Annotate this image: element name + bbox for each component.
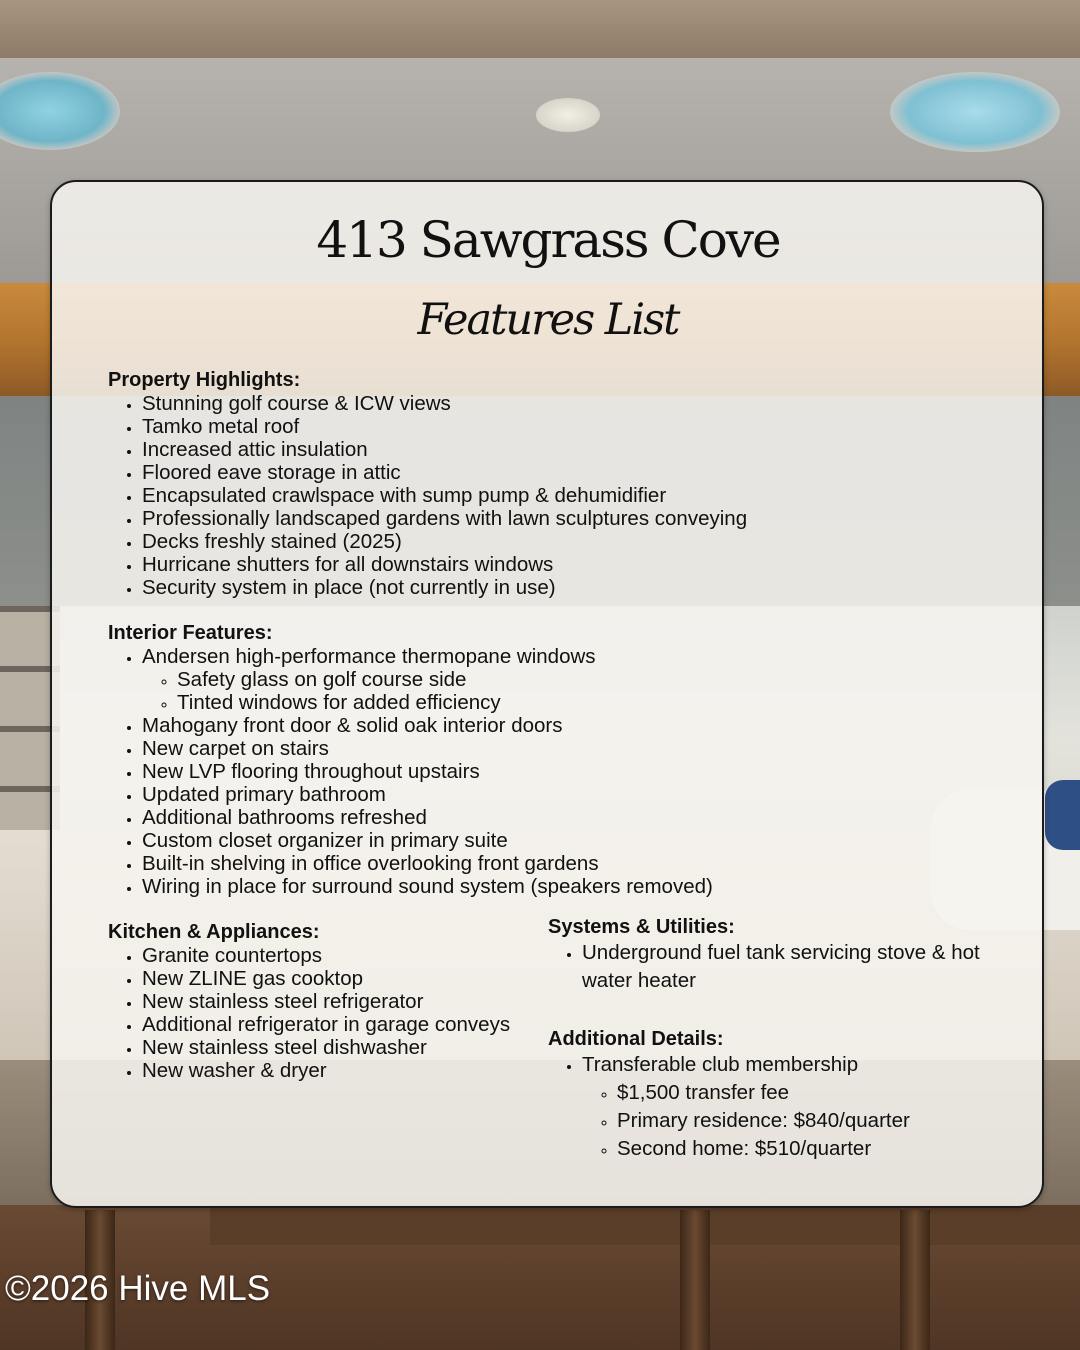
list-item: • Additional refrigerator in garage conveys <box>142 1013 548 1036</box>
table-leg <box>900 1210 930 1350</box>
interior-features-section <box>108 622 988 898</box>
list-item-text: Transferable club membership <box>582 1053 859 1076</box>
list-item: • Built-in shelving in office overlooking front gardens <box>142 852 988 875</box>
list-item: • New carpet on stairs <box>142 737 988 760</box>
list-item: • Mahogany front door & solid oak interior doors <box>142 714 988 737</box>
window-sublist <box>142 668 988 714</box>
property-highlights-section <box>108 369 988 599</box>
kitchen-appliances-section <box>108 921 548 1082</box>
list-item: • New stainless steel dishwasher <box>142 1036 548 1059</box>
list-item: • Additional bathrooms refreshed <box>142 806 988 829</box>
sub-list-item: ◦ Tinted windows for added efficiency <box>177 691 988 714</box>
skylight-right <box>890 72 1060 152</box>
systems-utilities-section <box>548 916 1018 995</box>
property-title: 413 Sawgrass Cove <box>316 211 780 269</box>
list-item: • Stunning golf course & ICW views <box>142 392 988 415</box>
list-item: • Hurricane shutters for all downstairs windows <box>142 553 988 576</box>
list-item <box>582 1051 1018 1163</box>
list-item: • Custom closet organizer in primary suite <box>142 829 988 852</box>
list-item: • New washer & dryer <box>142 1059 548 1082</box>
list-item: • Professionally landscaped gardens with lawn sculptures conveying <box>142 507 988 530</box>
list-item: • Decks freshly stained (2025) <box>142 530 988 553</box>
sub-list-item: ◦ Safety glass on golf course side <box>177 668 988 691</box>
list-item: • New ZLINE gas cooktop <box>142 967 548 990</box>
list-item: • Underground fuel tank servicing stove & hot water heater <box>582 939 1018 995</box>
recessed-light <box>536 98 600 132</box>
section-heading: Additional Details: <box>548 1028 724 1050</box>
list-item: • Increased attic insulation <box>142 438 988 461</box>
sub-list-item: ◦ $1,500 transfer fee <box>617 1079 1018 1107</box>
section-heading: Property Highlights: <box>108 369 301 391</box>
systems-list <box>548 939 1018 995</box>
section-heading: Kitchen & Appliances: <box>108 921 320 943</box>
pillow <box>1045 780 1080 850</box>
additional-list <box>548 1051 1018 1163</box>
features-list-subtitle: Features List <box>417 295 679 345</box>
section-heading: Systems & Utilities: <box>548 916 735 938</box>
list-item <box>142 645 988 714</box>
sub-list-item: ◦ Second home: $510/quarter <box>617 1135 1018 1163</box>
list-item: • Security system in place (not currently in use) <box>142 576 988 599</box>
list-item: • New LVP flooring throughout upstairs <box>142 760 988 783</box>
club-fee-sublist <box>582 1079 1018 1163</box>
ceiling-wood-trim <box>0 0 1080 58</box>
kitchen-list <box>108 944 548 1082</box>
list-item: • Floored eave storage in attic <box>142 461 988 484</box>
table-rail <box>210 1205 1080 1245</box>
section-heading: Interior Features: <box>108 622 273 644</box>
list-item: • New stainless steel refrigerator <box>142 990 548 1013</box>
additional-details-section <box>548 1028 1018 1163</box>
list-item-text: Andersen high-performance thermopane windows <box>142 645 596 668</box>
copyright-watermark: ©2026 Hive MLS <box>5 1269 271 1308</box>
list-item: • Updated primary bathroom <box>142 783 988 806</box>
list-item: • Tamko metal roof <box>142 415 988 438</box>
list-item: • Wiring in place for surround sound system (speakers removed) <box>142 875 988 898</box>
interior-list <box>108 645 988 898</box>
highlights-list <box>108 392 988 599</box>
list-item: • Granite countertops <box>142 944 548 967</box>
sub-list-item: ◦ Primary residence: $840/quarter <box>617 1107 1018 1135</box>
list-item: • Encapsulated crawlspace with sump pump & dehumidifier <box>142 484 988 507</box>
table-leg <box>680 1210 710 1350</box>
